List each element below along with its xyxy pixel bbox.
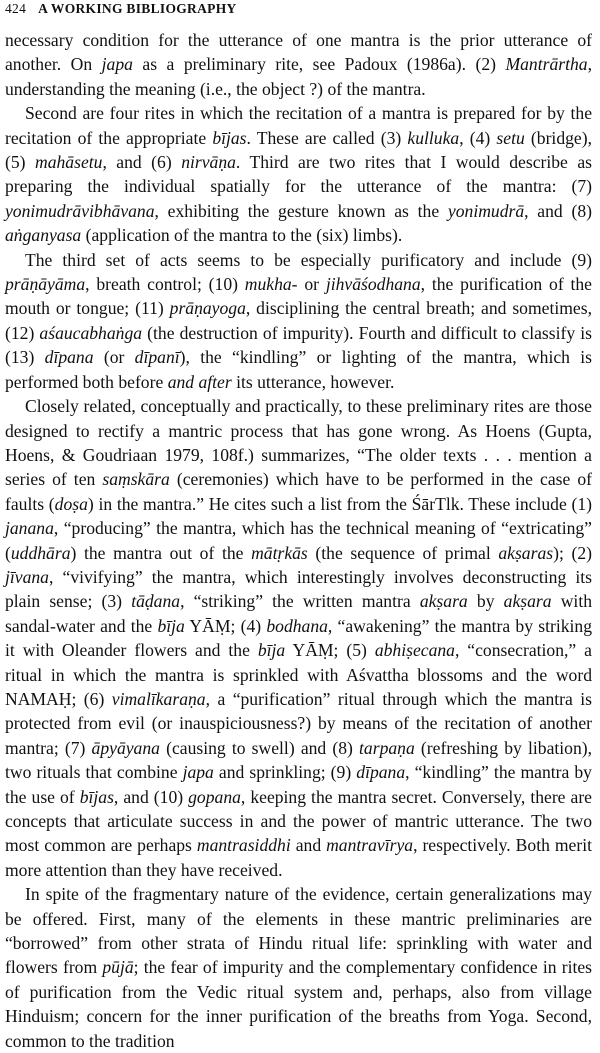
- running-title: A WORKING BIBLIOGRAPHY: [38, 1, 237, 16]
- paragraph-3: The third set of acts seems to be especially purificatory and include (9) prāṇāyāma, breath control; (10) mukha- or jihvāśodhana, the purification of the mouth or tongue; (11) prāṇayoga, disciplining the central breath; and sometimes, (12) aśaucabhaṅga (the destruction of impurity). Fourth and difficult to classify is (13) dīpana (or dīpanī), the “kindling” or lighting of the mantra, which is performed both before and after its utterance, however.: [5, 249, 593, 392]
- body-text: [5, 28, 592, 1053]
- paragraph-5: In spite of the fragmentary nature of the evidence, certain generalizations may be offered. First, many of the elements in these mantric preliminaries are “borrowed” from other strata of Hindu ritual life: sprinkling with water and flowers from pūjā; the fear of impurity and the complementary confidence in rites of purification from the Vedic ritual system and, perhaps, also from village Hinduism; concern for the inner purification of the breaths from Yoga. Second, common to the tradition: [5, 884, 592, 1051]
- paragraph-1: necessary condition for the utterance of one mantra is the prior utterance of another. On japa as a preliminary rite, see Padoux (1986a). (2) Mantrārtha, understanding the meaning (i.e., the object ?) of the mantra.: [5, 30, 592, 99]
- running-head: [5, 0, 592, 28]
- paragraph-2: Second are four rites in which the recitation of a mantra is prepared for by the recitation of the appropriate bījas. These are called (3) kulluka, (4) setu (bridge), (5) mahāsetu, and (6) nirvāṇa. Third are two rites that I would describe as preparing the individual spatially for the utterance of the mantra: (7) yonimudrāvibhāvana, exhibiting the gesture known as the yonimudrā, and (8) aṅganyasa (application of the mantra to the (six) limbs).: [5, 103, 593, 246]
- page-number: 424: [5, 1, 27, 16]
- paragraph-4: Closely related, conceptually and practically, to these preliminary rites are those designed to rectify a mantric process that has gone wrong. As Hoens (Gupta, Hoens, & Goudriaan 1979, 108f.) summarizes, “The older texts . . . mention a series of ten saṃskāra (ceremonies) which have to be performed in the case of faults (doṣa) in the mantra.” He cites such a list from the ŚārTlk. These include (1) janana, “producing” the mantra, which has the technical meaning of “extricating” (uddhāra) the mantra out of the mātṛkās (the sequence of primal akṣaras); (2) jīvana, “vivifying” the mantra, which interestingly involves deconstructing its plain sense; (3) tāḍana, “striking” the written mantra akṣara by akṣara with sandal-water and the bīja YĀṂ; (4) bodhana, “awakening” the mantra by striking it with Oleander flowers and the bīja YĀṂ; (5) abhiṣecana, “consecration,” a ritual in which the mantra is sprinkled with Aśvattha blossoms and the word NAMAḤ; (6) vimalīkaraṇa, a “purification” ritual through which the mantra is protected from evil (or inauspiciousness?) by means of the recitation of another mantra; (7) āpyāyana (causing to swell) and (8) tarpaṇa (refreshing by libation), two rituals that combine japa and sprinkling; (9) dīpana, “kindling” the mantra by the use of bījas, and (10) gopana, keeping the mantra secret. Conversely, there are concepts that articulate success in and the power of mantric utterance. The two most common are perhaps mantrasiddhi and mantravīrya, respectively. Both merit more attention than they have received.: [5, 396, 593, 880]
